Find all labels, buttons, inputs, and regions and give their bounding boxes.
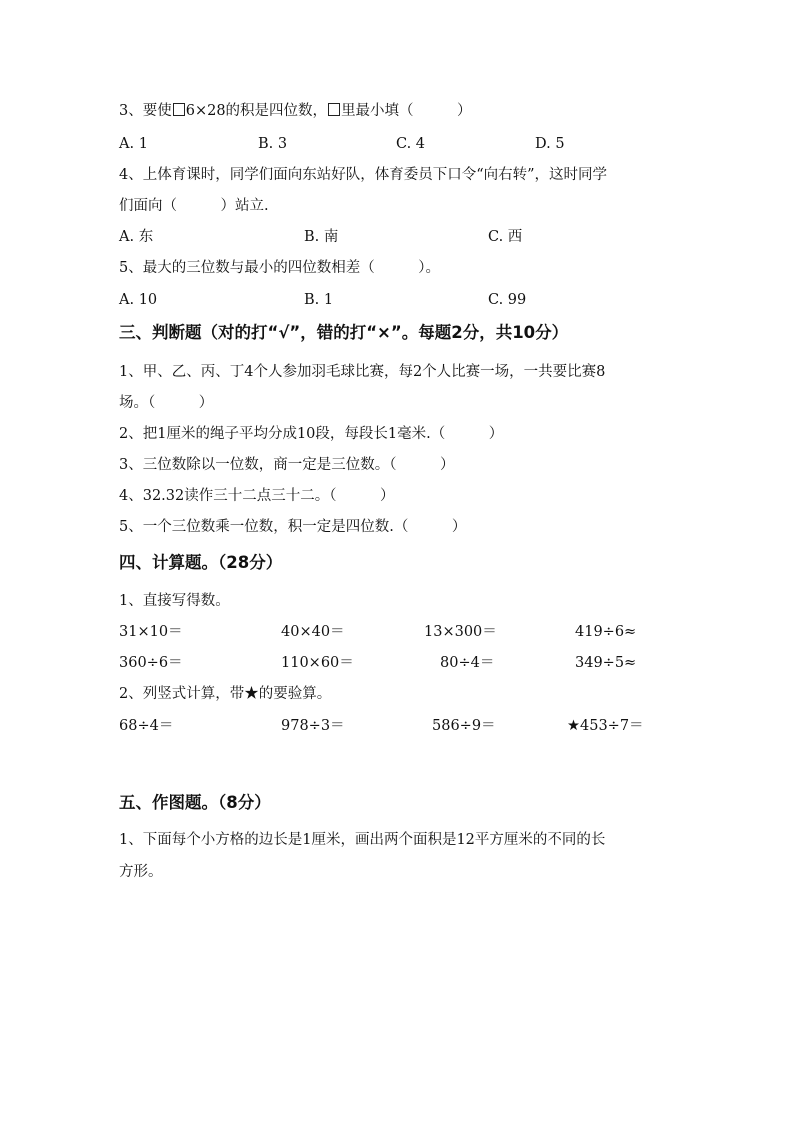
- q4-option-b: B. 南: [304, 229, 339, 245]
- q3-option-c: C. 4: [396, 136, 426, 152]
- judge-item: 1、甲、乙、丙、丁4个人参加羽毛球比赛，每2个人比赛一场，一共要比赛8: [119, 364, 606, 380]
- q4-line2: 们面向（ ）站立.: [119, 198, 269, 214]
- q4-line1: 4、上体育课时，同学们面向东站好队，体育委员下口令“向右转”，这时同学: [119, 167, 608, 183]
- draw-line2: 方形。: [119, 864, 163, 880]
- judge-item: 2、把1厘米的绳子平均分成10段，每段长1毫米.（ ）: [119, 426, 504, 442]
- judge-item: 3、三位数除以一位数，商一定是三位数。（ ）: [119, 457, 455, 473]
- calc-cell: 586÷9＝: [432, 718, 496, 734]
- q5-text: 5、最大的三位数与最小的四位数相差（ ）。: [119, 260, 440, 276]
- calc-sub1: 1、直接写得数。: [119, 593, 230, 609]
- section3-title: 三、判断题（对的打“√”，错的打“×”。每题2分，共10分）: [119, 323, 569, 342]
- q3-option-b: B. 3: [258, 136, 288, 152]
- calc-cell: 80÷4＝: [440, 655, 495, 671]
- judge-item: 5、一个三位数乘一位数，积一定是四位数.（ ）: [119, 519, 467, 535]
- q3-option-a: A. 1: [119, 136, 148, 152]
- blank-box: [328, 103, 340, 116]
- judge-item: 4、32.32读作三十二点三十二。（ ）: [119, 488, 395, 504]
- q4-option-a: A. 东: [119, 229, 154, 245]
- calc-cell: 360÷6＝: [119, 655, 183, 671]
- section5-title: 五、作图题。（8分）: [119, 793, 271, 812]
- calc-cell: 68÷4＝: [119, 718, 174, 734]
- blank-box: [173, 103, 185, 116]
- q5-option-c: C. 99: [488, 292, 527, 308]
- calc-cell: 110×60＝: [281, 655, 354, 671]
- calc-cell: 978÷3＝: [281, 718, 345, 734]
- calc-cell: 13×300＝: [424, 624, 497, 640]
- judge-item: 场。（ ）: [119, 395, 214, 411]
- calc-cell: 349÷5≈: [575, 655, 637, 671]
- q4-option-c: C. 西: [488, 229, 523, 245]
- q3-text: 3、要使 6×28的积是四位数， 里最小填（ ）: [119, 103, 472, 119]
- draw-line1: 1、下面每个小方格的边长是1厘米，画出两个面积是12平方厘米的不同的长: [119, 832, 606, 848]
- q5-option-a: A. 10: [119, 292, 158, 308]
- calc-cell: 31×10＝: [119, 624, 183, 640]
- q5-option-b: B. 1: [304, 292, 334, 308]
- section4-title: 四、计算题。（28分）: [119, 553, 283, 572]
- calc-sub2: 2、列竖式计算，带★的要验算。: [119, 686, 332, 702]
- q3-option-d: D. 5: [535, 136, 565, 152]
- calc-cell: 40×40＝: [281, 624, 345, 640]
- calc-cell: ★453÷7＝: [567, 718, 644, 734]
- calc-cell: 419÷6≈: [575, 624, 637, 640]
